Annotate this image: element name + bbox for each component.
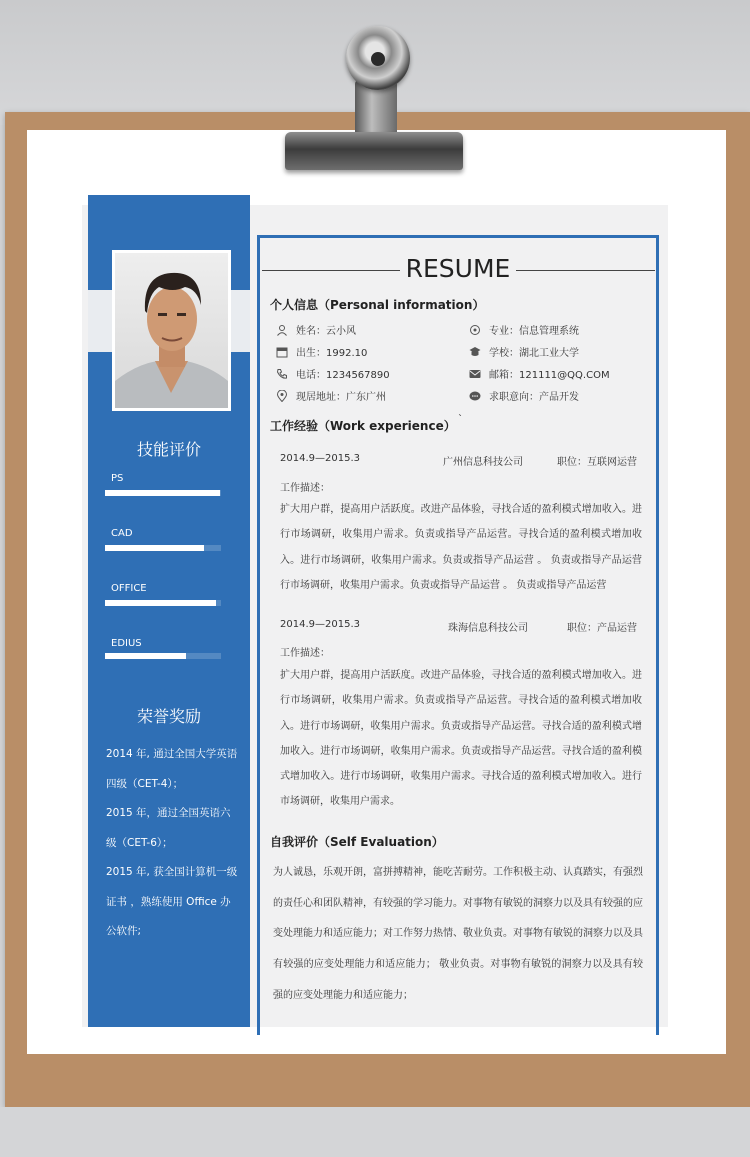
- skill-fill-office: [105, 600, 216, 606]
- self-evaluation-heading: 自我评价（Self Evaluation）: [270, 835, 444, 849]
- skill-bar-ps: [105, 490, 221, 496]
- graduation-cap-icon: [469, 346, 481, 358]
- skill-bar-cad: [105, 545, 221, 551]
- skills-heading: 技能评价: [136, 440, 201, 459]
- job-2-desc-label: 工作描述：: [280, 648, 330, 659]
- skill-label-edius: EDIUS: [111, 638, 142, 649]
- info-email-text: 邮箱：121111@QQ.COM: [489, 370, 610, 381]
- job-1-desc-label: 工作描述：: [280, 483, 330, 494]
- info-name-text: 姓名：云小风: [296, 326, 356, 337]
- target-icon: [469, 324, 481, 336]
- clip-hole: [371, 52, 385, 66]
- info-major-text: 专业：信息管理系统: [489, 326, 579, 337]
- job-1-company: 广州信息科技公司: [443, 457, 523, 468]
- info-intent: [469, 388, 579, 403]
- resume-title-text: RESUME: [400, 254, 517, 283]
- skill-fill-ps: [105, 490, 220, 496]
- skill-label-office: OFFICE: [111, 583, 147, 594]
- profile-photo: [112, 250, 231, 411]
- person-icon: [276, 324, 288, 336]
- self-evaluation-text: 为人诚恳，乐观开朗，富拼搏精神，能吃苦耐劳。工作积极主动、认真踏实，有强烈的责任心和团队精神，有较强的学习能力。对事物有敏锐的洞察力以及具有较强的应变处理能力和适应能力；对工作努力热情、敬业负责。对事物有敏锐的洞察力以及具有较强的应变处理能力和适应能力； 敬业负责。对事物有敏锐的洞察力以及具有较强的应变处理能力和适应能力；: [273, 867, 643, 1001]
- chat-bubble-icon: [469, 390, 481, 402]
- award-item: 2015 年，通过全国英语六级（CET-6）；: [106, 807, 231, 849]
- info-intent-text: 求职意向：产品开发: [489, 392, 579, 403]
- phone-icon: [276, 368, 288, 380]
- mail-icon: [469, 368, 481, 380]
- personal-info-heading: 个人信息（Personal information）: [270, 298, 485, 312]
- award-item: 2014 年, 通过全国大学英语四级（CET-4）；: [106, 748, 238, 790]
- resume-title: [258, 254, 658, 283]
- info-name: [276, 322, 356, 337]
- job-2-position: 职位：产品运营: [567, 623, 637, 634]
- info-major: [469, 322, 579, 337]
- skill-fill-edius: [105, 653, 186, 659]
- skill-bar-edius: [105, 653, 221, 659]
- job-2-description: 扩大用户群，提高用户活跃度。改进产品体验，寻找合适的盈利模式增加收入。进行市场调研，收集用户需求。负责或指导产品运营。寻找合适的盈利模式增加收入。进行市场调研，收集用户需求。负责或指导产品运营。寻找合适的盈利模式增加收入。进行市场调研，收集用户需求。负责或指导产品运营。寻找合适的盈利模式增加收入。进行市场调研，收集用户需求。寻找合适的盈利模式增加收入。进行市场调研，收集用户需求。: [280, 670, 642, 808]
- skill-bar-office: [105, 600, 221, 606]
- stray-tick-mark: `: [458, 414, 463, 425]
- info-school-text: 学校：湖北工业大学: [489, 348, 579, 359]
- background-bottom: [0, 1107, 750, 1157]
- info-phone: [276, 366, 390, 381]
- info-birth: [276, 344, 367, 359]
- location-pin-icon: [276, 390, 288, 402]
- info-school: [469, 344, 579, 359]
- work-experience-heading: 工作经验（Work experience）: [270, 419, 456, 433]
- info-email: [469, 366, 610, 381]
- job-2-company: 珠海信息科技公司: [448, 623, 528, 634]
- skill-fill-cad: [105, 545, 204, 551]
- awards-heading: 荣誉奖励: [136, 707, 201, 726]
- info-phone-text: 电话：1234567890: [296, 370, 390, 381]
- info-birth-text: 出生：1992.10: [296, 348, 368, 359]
- job-1-description: 扩大用户群，提高用户活跃度。改进产品体验，寻找合适的盈利模式增加收入。进行市场调研，收集用户需求。负责或指导产品运营。寻找合适的盈利模式增加收入。进行市场调研，收集用户需求。负责或指导产品运营 。 负责或指导产品运营 行市场调研，收集用户需求。负责或指导产品运营 。 负责或指导产品运营: [280, 504, 642, 591]
- job-1-period: 2014.9—2015.3: [280, 453, 360, 464]
- binder-clip-icon: [285, 132, 463, 170]
- job-2-period: 2014.9—2015.3: [280, 619, 360, 630]
- award-item: 2015 年, 获全国计算机一级证书 ，熟练使用 Office 办公软件;: [106, 866, 238, 937]
- skill-label-cad: CAD: [111, 528, 133, 539]
- skill-label-ps: PS: [111, 473, 124, 484]
- info-address: [276, 388, 386, 403]
- info-address-text: 现居地址：广东广州: [296, 392, 386, 403]
- calendar-icon: [276, 346, 288, 358]
- portrait-image: [115, 253, 228, 408]
- job-1-position: 职位：互联网运营: [557, 457, 637, 468]
